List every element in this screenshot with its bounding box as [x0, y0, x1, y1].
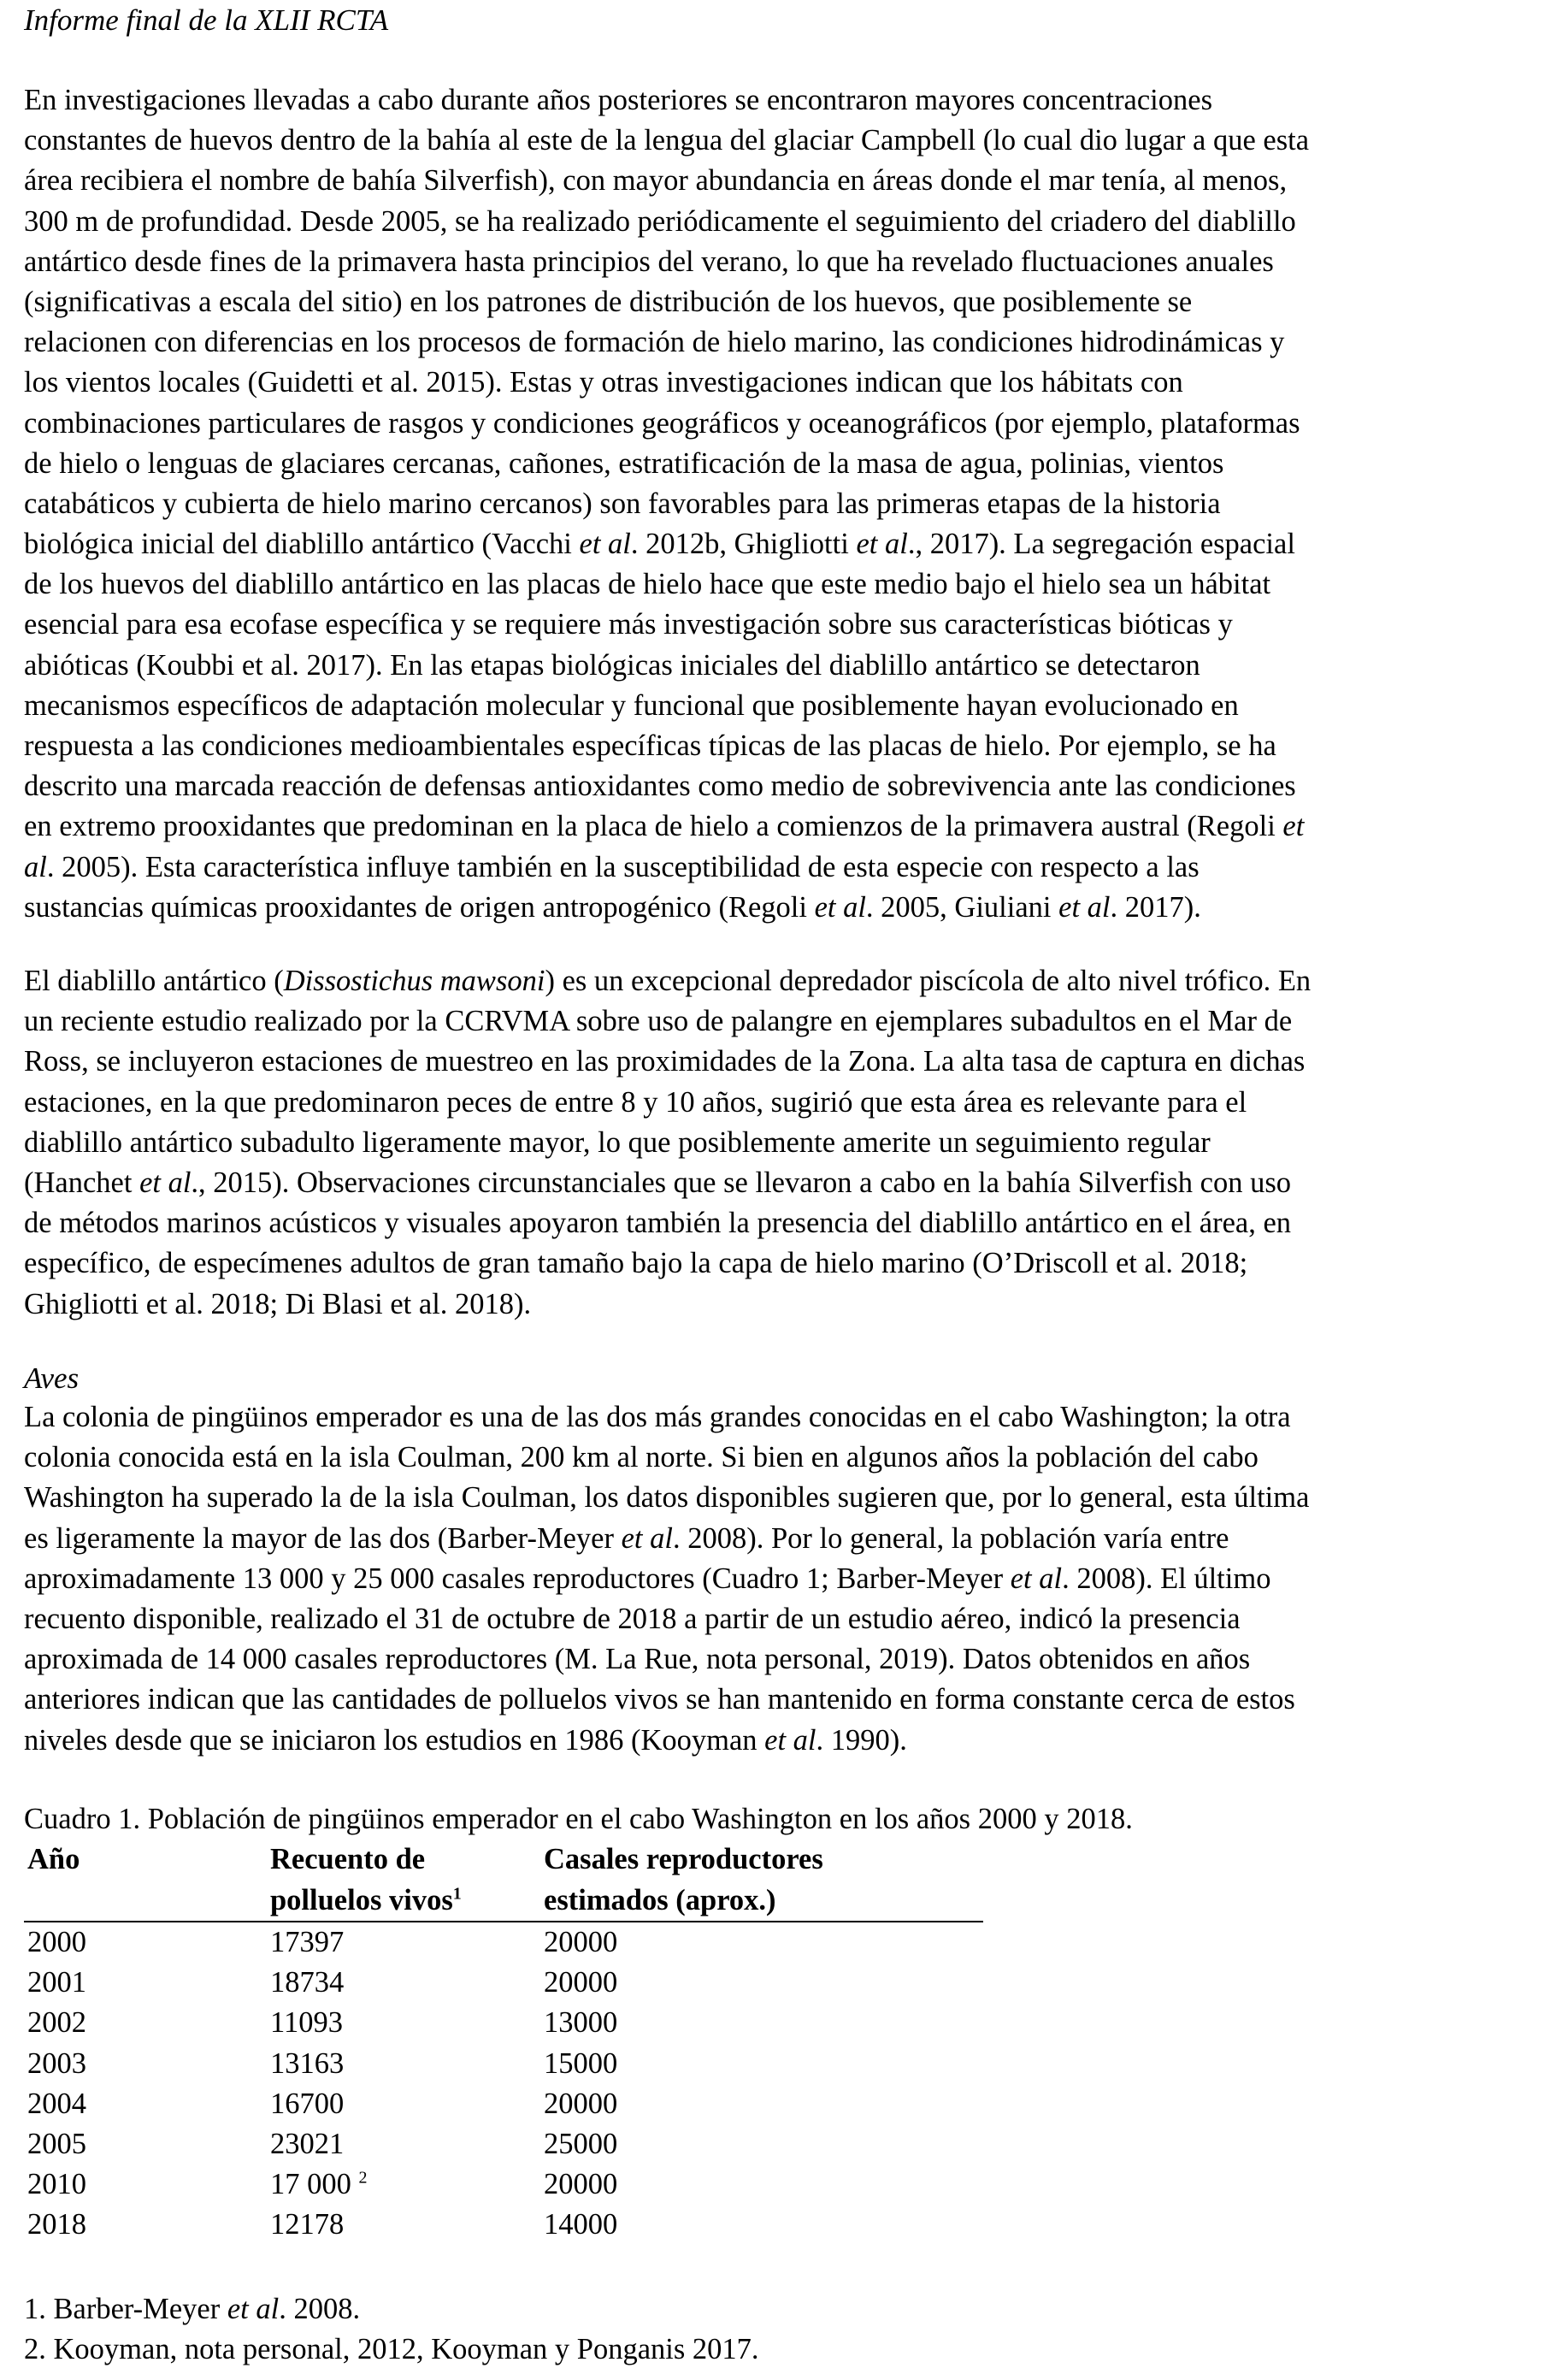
italic-text-run: et al [856, 528, 908, 561]
cell-chick-count-value: 11093 [270, 2006, 343, 2040]
cell-chick-count-value: 16700 [270, 2087, 345, 2120]
text-run: Ghigliotti et al. 2018; Di Blasi et al. 2018). [24, 1287, 532, 1320]
italic-text-run: et al [1010, 1562, 1063, 1595]
italic-text-run: et [1282, 810, 1305, 843]
population-table [24, 1839, 983, 2246]
header-chick-count-footnote-mark: 1 [452, 1884, 462, 1904]
text-line [24, 1163, 1554, 1203]
italic-text-run: et al [227, 2293, 280, 2325]
cell-year [24, 2205, 267, 2245]
table-row [24, 2044, 983, 2084]
text-line [24, 806, 1554, 847]
text-line [24, 847, 1554, 888]
cell-chick-count [267, 2164, 540, 2205]
text-line [24, 1042, 1554, 1082]
cell-breeding-pairs [540, 1963, 983, 2003]
cell-breeding-pairs [540, 1922, 983, 1963]
paragraph-toothfish-eggs [24, 80, 1554, 928]
text-run: catabáticos y cubierta de hielo marino cercanos) son favorables para las primeras etapas de la historia [24, 487, 1221, 520]
cell-breeding-pairs-value: 20000 [544, 2087, 618, 2120]
text-line [24, 1083, 1554, 1123]
text-line [24, 322, 1554, 363]
text-run: aproximadamente 13 000 y 25 000 casales reproductores (Cuadro 1; Barber-Meyer [24, 1562, 1011, 1595]
text-line [24, 605, 1554, 645]
text-line [24, 161, 1554, 201]
text-run: 1. Barber-Meyer [24, 2293, 227, 2325]
cell-chick-count-value: 13163 [270, 2046, 345, 2080]
table-row [24, 1922, 983, 1963]
header-chick-count-line1: Recuento de [270, 1843, 426, 1875]
cell-breeding-pairs-value: 20000 [544, 1926, 618, 1959]
text-run: de los huevos del diablillo antártico en las placas de hielo hace que este medio bajo el hielo sea un hábitat [24, 568, 1271, 601]
text-run: La colonia de pingüinos emperador es una de las dos más grandes conocidas en el cabo Washington; la otra [24, 1401, 1291, 1433]
text-line [24, 444, 1554, 484]
header-year: Año [27, 1843, 80, 1875]
cell-year-value: 2000 [27, 1926, 86, 1959]
text-run: mecanismos específicos de adaptación molecular y funcional que posiblemente hayan evolucionado en [24, 688, 1239, 722]
text-line [24, 1123, 1554, 1163]
table-row [24, 2164, 983, 2205]
header-chick-count [267, 1839, 540, 1922]
text-run: . 2008). Por lo general, la población varía entre [672, 1521, 1229, 1555]
cell-year [24, 2124, 267, 2164]
text-run: Washington ha superado la de la isla Coulman, los datos disponibles sugieren que, por lo general, esta última [24, 1481, 1310, 1515]
text-run: niveles desde que se iniciaron los estudios en 1986 (Kooyman [24, 1723, 765, 1757]
text-run: En investigaciones llevadas a cabo durante años posteriores se encontraron mayores concentraciones [24, 84, 1213, 116]
italic-text-run: et al [621, 1521, 673, 1555]
cell-year-value: 2002 [27, 2006, 86, 2040]
text-line [24, 1680, 1554, 1720]
text-line [24, 1519, 1554, 1559]
table-row [24, 2124, 983, 2164]
text-line [24, 404, 1554, 444]
cell-year [24, 2003, 267, 2043]
italic-text-run: et al [139, 1166, 192, 1199]
text-run: 300 m de profundidad. Desde 2005, se ha realizado periódicamente el seguimiento del criadero del diablillo [24, 204, 1296, 238]
text-line [24, 202, 1554, 242]
text-line [24, 726, 1554, 766]
text-run: sustancias químicas prooxidantes de origen antropogénico (Regoli [24, 890, 815, 924]
text-run: específico, de especímenes adultos de gran tamaño bajo la capa de hielo marino (O’Driscoll et al. 2018; [24, 1247, 1248, 1280]
text-line [24, 1243, 1554, 1284]
cell-year [24, 1963, 267, 2003]
text-run: . 2005, Giuliani [865, 890, 1059, 924]
text-run: diablillo antártico subadulto ligeramente mayor, lo que posiblemente amerite un seguimiento regular [24, 1125, 1211, 1159]
text-run: 2. Kooyman, nota personal, 2012, Kooyman y Ponganis 2017. [24, 2333, 759, 2365]
text-line [24, 1203, 1554, 1243]
cell-year-value: 2001 [27, 1966, 86, 1999]
cell-breeding-pairs [540, 2003, 983, 2043]
text-run: . 2012b, Ghigliotti [630, 528, 857, 561]
cell-chick-count-value: 17 000 [270, 2168, 359, 2201]
table-row [24, 2084, 983, 2124]
text-line [24, 686, 1554, 726]
text-line [24, 1721, 1554, 1761]
table-row [24, 2003, 983, 2043]
cell-year-value: 2005 [27, 2128, 86, 2161]
cell-breeding-pairs-value: 25000 [544, 2128, 618, 2161]
cell-chick-count-value: 23021 [270, 2128, 345, 2161]
text-run: aproximada de 14 000 casales reproductores (M. La Rue, nota personal, 2019). Datos obtenidos en años [24, 1643, 1251, 1676]
table-body [24, 1922, 983, 2246]
footnote-1 [24, 2288, 360, 2330]
header-breeding-pairs-line1: Casales reproductores [544, 1843, 823, 1875]
table-row [24, 1963, 983, 2003]
cell-breeding-pairs-value: 20000 [544, 1966, 618, 1999]
text-run: de métodos marinos acústicos y visuales apoyaron también la presencia del diablillo antártico en el área, en [24, 1207, 1292, 1240]
italic-text-run: et al [814, 890, 866, 924]
cell-year [24, 1922, 267, 1963]
cell-breeding-pairs-value: 13000 [544, 2006, 618, 2040]
text-line [24, 646, 1554, 686]
text-line [24, 484, 1554, 524]
cell-breeding-pairs-value: 14000 [544, 2208, 618, 2241]
text-run: biológica inicial del diablillo antártico (Vacchi [24, 528, 580, 561]
text-run: . 2005). Esta característica influye también en la susceptibilidad de esta especie con respecto a las [46, 850, 1200, 883]
header-breeding-pairs [540, 1839, 983, 1922]
text-run: ., 2017). La segregación espacial [907, 528, 1295, 561]
text-run: . 2017). [1110, 890, 1201, 924]
text-run: colonia conocida está en la isla Coulman, 200 km al norte. Si bien en algunos años la población del cabo [24, 1441, 1259, 1474]
cell-chick-count [267, 2205, 540, 2245]
text-run: de hielo o lenguas de glaciares cercanas, cañones, estratificación de la masa de agua, polinias, vientos [24, 446, 1224, 480]
text-run: . 2008. [279, 2293, 361, 2325]
cell-year-value: 2010 [27, 2168, 86, 2201]
header-breeding-pairs-line2: estimados (aprox.) [544, 1884, 776, 1916]
text-line [24, 1478, 1554, 1518]
cell-chick-count-value: 18734 [270, 1966, 345, 1999]
text-run: respuesta a las condiciones medioambientales específicas típicas de las placas de hielo. Por ejemplo, se ha [24, 729, 1276, 762]
table-header-row [24, 1839, 983, 1922]
italic-text-run: et al [1058, 890, 1111, 924]
cell-chick-count-value: 12178 [270, 2208, 345, 2241]
text-line [24, 1639, 1554, 1680]
text-line [24, 1438, 1554, 1478]
cell-year-value: 2003 [27, 2046, 86, 2080]
text-run: (Hanchet [24, 1166, 140, 1199]
text-line [24, 242, 1554, 282]
paragraph-emperor-penguins [24, 1397, 1554, 1761]
text-line [24, 1599, 1554, 1639]
cell-chick-count [267, 2124, 540, 2164]
cell-breeding-pairs [540, 2084, 983, 2124]
text-run: en extremo prooxidantes que predominan en la placa de hielo a comienzos de la primavera austral (Regoli [24, 810, 1283, 843]
text-run: ) es un excepcional depredador piscícola de alto nivel trófico. En [545, 965, 1312, 997]
text-run: los vientos locales (Guidetti et al. 2015). Estas y otras investigaciones indican que los hábitats con [24, 366, 1183, 399]
header-chick-count-line2: polluelos vivos [270, 1884, 453, 1916]
cell-breeding-pairs [540, 2164, 983, 2205]
text-run: El diablillo antártico ( [24, 965, 284, 997]
text-run: descrito una marcada reacción de defensas antioxidantes como medio de sobrevivencia ante las condiciones [24, 770, 1296, 803]
text-run: es ligeramente la mayor de las dos (Barber-Meyer [24, 1521, 622, 1555]
cell-chick-count [267, 2084, 540, 2124]
text-line [24, 1001, 1554, 1042]
text-line [24, 961, 1554, 1001]
text-run: . 2008). El último [1062, 1562, 1271, 1595]
cell-chick-count [267, 1922, 540, 1963]
cell-chick-count [267, 1963, 540, 2003]
text-line [24, 282, 1554, 322]
text-run: antártico desde fines de la primavera hasta principios del verano, lo que ha revelado fluctuaciones anuales [24, 245, 1274, 278]
text-line [24, 766, 1554, 806]
text-line [24, 888, 1554, 928]
text-run: ., 2015). Observaciones circunstanciales que se llevaron a cabo en la bahía Silverfish con uso [191, 1166, 1292, 1199]
text-line [24, 121, 1554, 161]
cell-year [24, 2164, 267, 2205]
text-run: combinaciones particulares de rasgos y condiciones geográficos y oceanográficos (por ejemplo, plataformas [24, 406, 1300, 440]
text-line [24, 1397, 1554, 1438]
text-line [24, 80, 1554, 121]
footnote-mark: 2 [358, 2168, 368, 2188]
cell-year-value: 2018 [27, 2208, 86, 2241]
text-run: anteriores indican que las cantidades de polluelos vivos se han mantenido en forma constante cerca de estos [24, 1683, 1295, 1716]
cell-breeding-pairs-value: 20000 [544, 2168, 618, 2201]
italic-text-run: al [24, 850, 47, 883]
italic-text-run: et al [579, 528, 631, 561]
text-line [24, 524, 1554, 564]
italic-text-run: et al [764, 1723, 816, 1757]
text-run: (significativas a escala del sitio) en los patrones de distribución de los huevos, que posiblemente se [24, 285, 1193, 318]
footnote-2 [24, 2329, 759, 2370]
text-line [24, 1284, 1554, 1325]
cell-breeding-pairs [540, 2124, 983, 2164]
cell-year [24, 2044, 267, 2084]
section-title-aves: Aves [24, 1361, 80, 1395]
text-run: abióticas (Koubbi et al. 2017). En las etapas biológicas iniciales del diablillo antártico se detectaron [24, 648, 1200, 682]
document-header: Informe final de la XLII RCTA [24, 3, 389, 37]
text-run: . 1990). [816, 1723, 907, 1757]
text-run: esencial para esa ecofase específica y se requiere más investigación sobre sus características bióticas y [24, 608, 1233, 641]
text-run: un reciente estudio realizado por la CCRVMA sobre uso de palangre en ejemplares subadultos en el Mar de [24, 1005, 1293, 1038]
paragraph-toothfish-predator [24, 961, 1554, 1325]
cell-year [24, 2084, 267, 2124]
cell-chick-count [267, 2044, 540, 2084]
table-caption: Cuadro 1. Población de pingüinos emperador en el cabo Washington en los años 2000 y 2018. [24, 1803, 1133, 1835]
text-run: estaciones, en la que predominaron peces de entre 8 y 10 años, sugirió que esta área es relevante para el [24, 1085, 1247, 1119]
text-line [24, 564, 1554, 605]
cell-year-value: 2004 [27, 2087, 86, 2120]
text-run: Ross, se incluyeron estaciones de muestreo en las proximidades de la Zona. La alta tasa de captura en dichas [24, 1045, 1306, 1078]
text-line [24, 1559, 1554, 1599]
text-run: constantes de huevos dentro de la bahía al este de la lengua del glaciar Campbell (lo cual dio lugar a que esta [24, 124, 1310, 157]
text-run: relacionen con diferencias en los procesos de formación de hielo marino, las condiciones hidrodinámicas y [24, 326, 1285, 359]
cell-chick-count-value: 17397 [270, 1926, 345, 1959]
cell-breeding-pairs-value: 15000 [544, 2046, 618, 2080]
text-run: recuento disponible, realizado el 31 de octubre de 2018 a partir de un estudio aéreo, indicó la presencia [24, 1602, 1241, 1635]
text-line [24, 363, 1554, 403]
table-row [24, 2205, 983, 2245]
cell-chick-count [267, 2003, 540, 2043]
cell-breeding-pairs [540, 2205, 983, 2245]
italic-text-run: Dissostichus mawsoni [283, 965, 545, 997]
text-run: área recibiera el nombre de bahía Silverfish), con mayor abundancia en áreas donde el mar tenía, al menos, [24, 164, 1288, 198]
cell-breeding-pairs [540, 2044, 983, 2084]
